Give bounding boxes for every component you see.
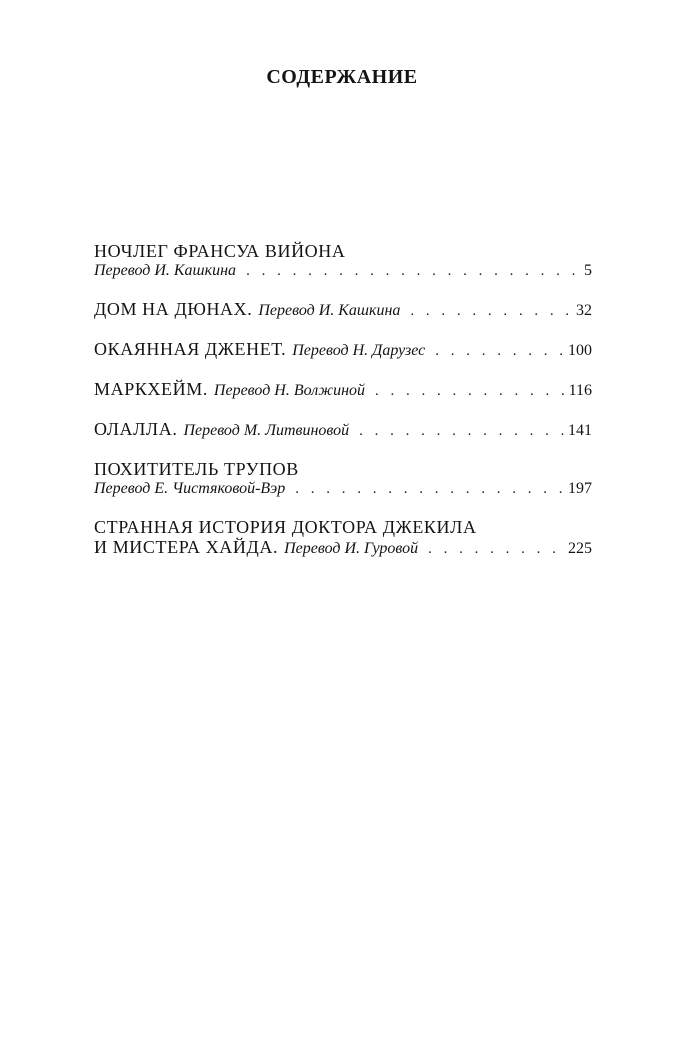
dot-leader xyxy=(295,479,564,499)
toc-entry xyxy=(94,299,592,321)
toc-entry xyxy=(94,339,592,361)
toc-entry xyxy=(94,459,592,499)
entry-title: ПОХИТИТЕЛЬ ТРУПОВ xyxy=(94,459,299,479)
entry-page-number: 197 xyxy=(568,480,592,497)
dot-leader xyxy=(246,261,580,281)
dot-leader xyxy=(410,301,572,321)
dot-leader xyxy=(375,381,565,401)
entry-translator: Перевод И. Кашкина xyxy=(94,262,237,279)
page-title: СОДЕРЖАНИЕ xyxy=(266,66,418,88)
dot-leader xyxy=(359,421,564,441)
entry-title: МАРКХЕЙМ. xyxy=(94,379,208,399)
entry-translator: Перевод Н. Волжиной xyxy=(213,382,366,399)
table-of-contents xyxy=(94,241,592,577)
entry-page-number: 5 xyxy=(584,262,592,279)
toc-entry xyxy=(94,419,592,441)
entry-title: ОЛАЛЛА. xyxy=(94,419,178,439)
entry-page-number: 141 xyxy=(568,422,592,439)
entry-title: НОЧЛЕГ ФРАНСУА ВИЙОНА xyxy=(94,241,346,261)
entry-translator: Перевод И. Гуровой xyxy=(284,540,419,557)
entry-title-continued: И МИСТЕРА ХАЙДА. xyxy=(94,537,279,557)
entry-page-number: 32 xyxy=(576,302,592,319)
entry-title: ДОМ НА ДЮНАХ. xyxy=(94,299,253,319)
entry-title: СТРАННАЯ ИСТОРИЯ ДОКТОРА ДЖЕКИЛА xyxy=(94,517,477,537)
entry-translator: Перевод Е. Чистяковой-Вэр xyxy=(94,480,286,497)
entry-page-number: 225 xyxy=(568,540,592,557)
entry-page-number: 116 xyxy=(568,382,592,399)
entry-translator: Перевод М. Литвиновой xyxy=(183,422,350,439)
entry-translator: Перевод Н. Дарузес xyxy=(292,342,426,359)
toc-entry xyxy=(94,517,592,559)
entry-title: ОКАЯННАЯ ДЖЕНЕТ. xyxy=(94,339,287,359)
dot-leader xyxy=(428,539,564,559)
dot-leader xyxy=(435,341,564,361)
toc-entry xyxy=(94,241,592,281)
toc-entry xyxy=(94,379,592,401)
entry-page-number: 100 xyxy=(568,342,592,359)
entry-translator: Перевод И. Кашкина xyxy=(258,302,401,319)
